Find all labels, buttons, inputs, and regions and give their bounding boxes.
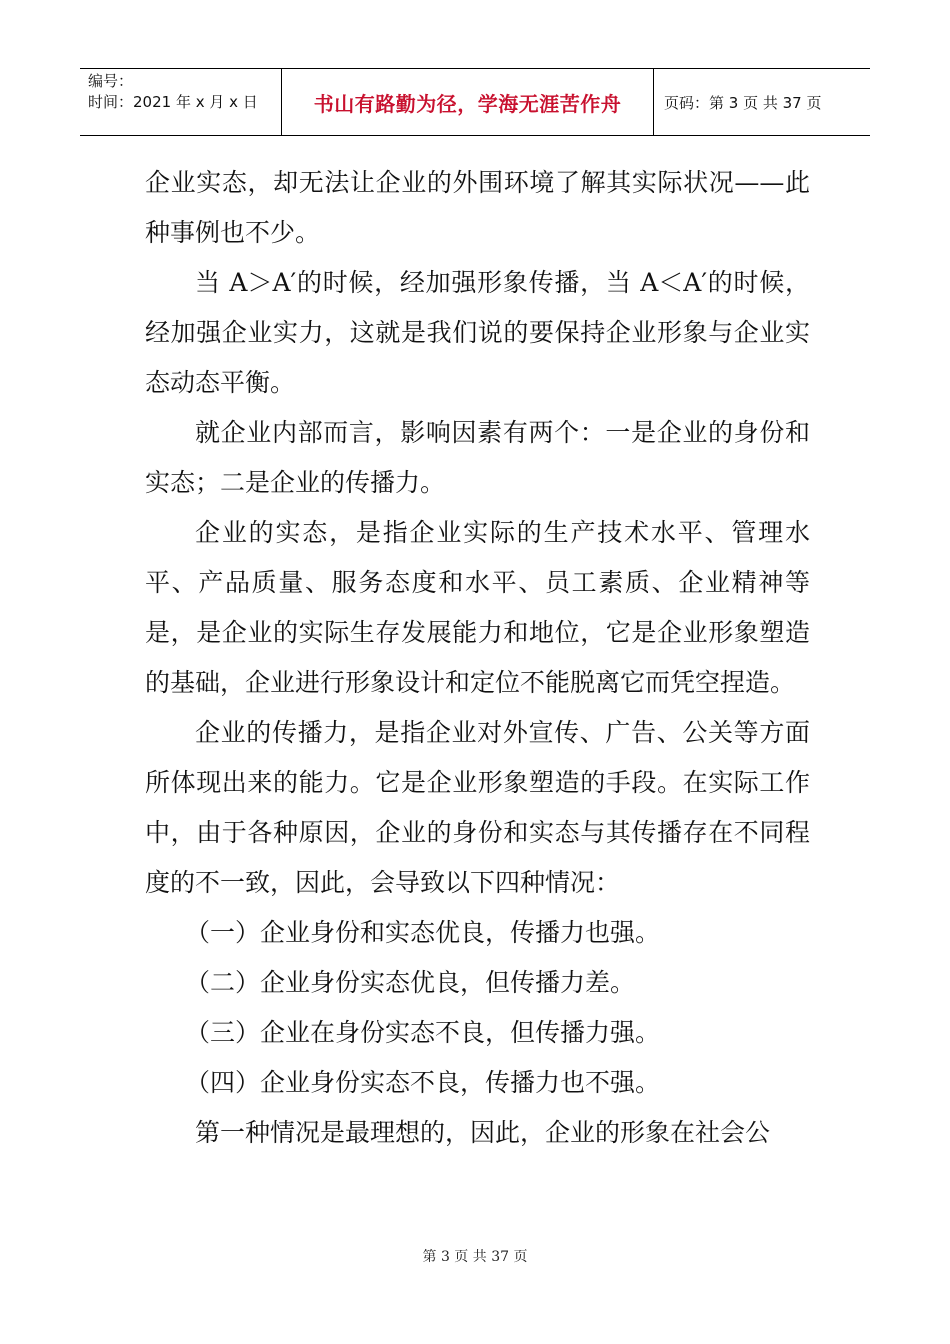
paragraph-continued: 企业实态，却无法让企业的外围环境了解其实际状况——此种事例也不少。 bbox=[145, 168, 810, 247]
header-page-info: 页码：第 3 页 共 37 页 bbox=[664, 93, 822, 112]
paragraph: 企业的传播力，是指企业对外宣传、广告、公关等方面所体现出来的能力。它是企业形象塑造的手段。在实际工作中，由于各种原因，企业的身份和实态与其传播存在不同程度的不一致，因此，会导致以下四种情况： bbox=[145, 718, 810, 897]
paragraph: 就企业内部而言，影响因素有两个：一是企业的身份和实态；二是企业的传播力。 bbox=[145, 418, 810, 497]
document-body bbox=[145, 158, 810, 1158]
document-time-label: 时间：2021 年 x 月 x 日 bbox=[88, 93, 258, 111]
list-item: （二）企业身份实态优良，但传播力差。 bbox=[185, 968, 636, 997]
page-header bbox=[80, 68, 870, 136]
paragraph: 企业的实态，是指企业实际的生产技术水平、管理水平、产品质量、服务态度和水平、员工素质、企业精神等是，是企业的实际生存发展能力和地位，它是企业形象塑造的基础，企业进行形象设计和定位不能脱离它而凭空捏造。 bbox=[145, 518, 810, 697]
list-item: （四）企业身份实态不良，传播力也不强。 bbox=[185, 1068, 661, 1097]
header-meta bbox=[80, 69, 282, 135]
paragraph: 第一种情况是最理想的，因此，企业的形象在社会公 bbox=[195, 1118, 771, 1147]
list-item: （三）企业在身份实态不良，但传播力强。 bbox=[185, 1018, 661, 1047]
header-motto: 书山有路勤为径，学海无涯苦作舟 bbox=[282, 69, 654, 135]
list-item: （一）企业身份和实态优良，传播力也强。 bbox=[185, 918, 661, 947]
page-footer: 第 3 页 共 37 页 bbox=[422, 1249, 528, 1265]
document-number-label: 编号： bbox=[88, 72, 134, 90]
paragraph: 当 A＞A′的时候，经加强形象传播，当 A＜A′的时候，经加强企业实力，这就是我们说的要保持企业形象与企业实态动态平衡。 bbox=[145, 268, 810, 397]
